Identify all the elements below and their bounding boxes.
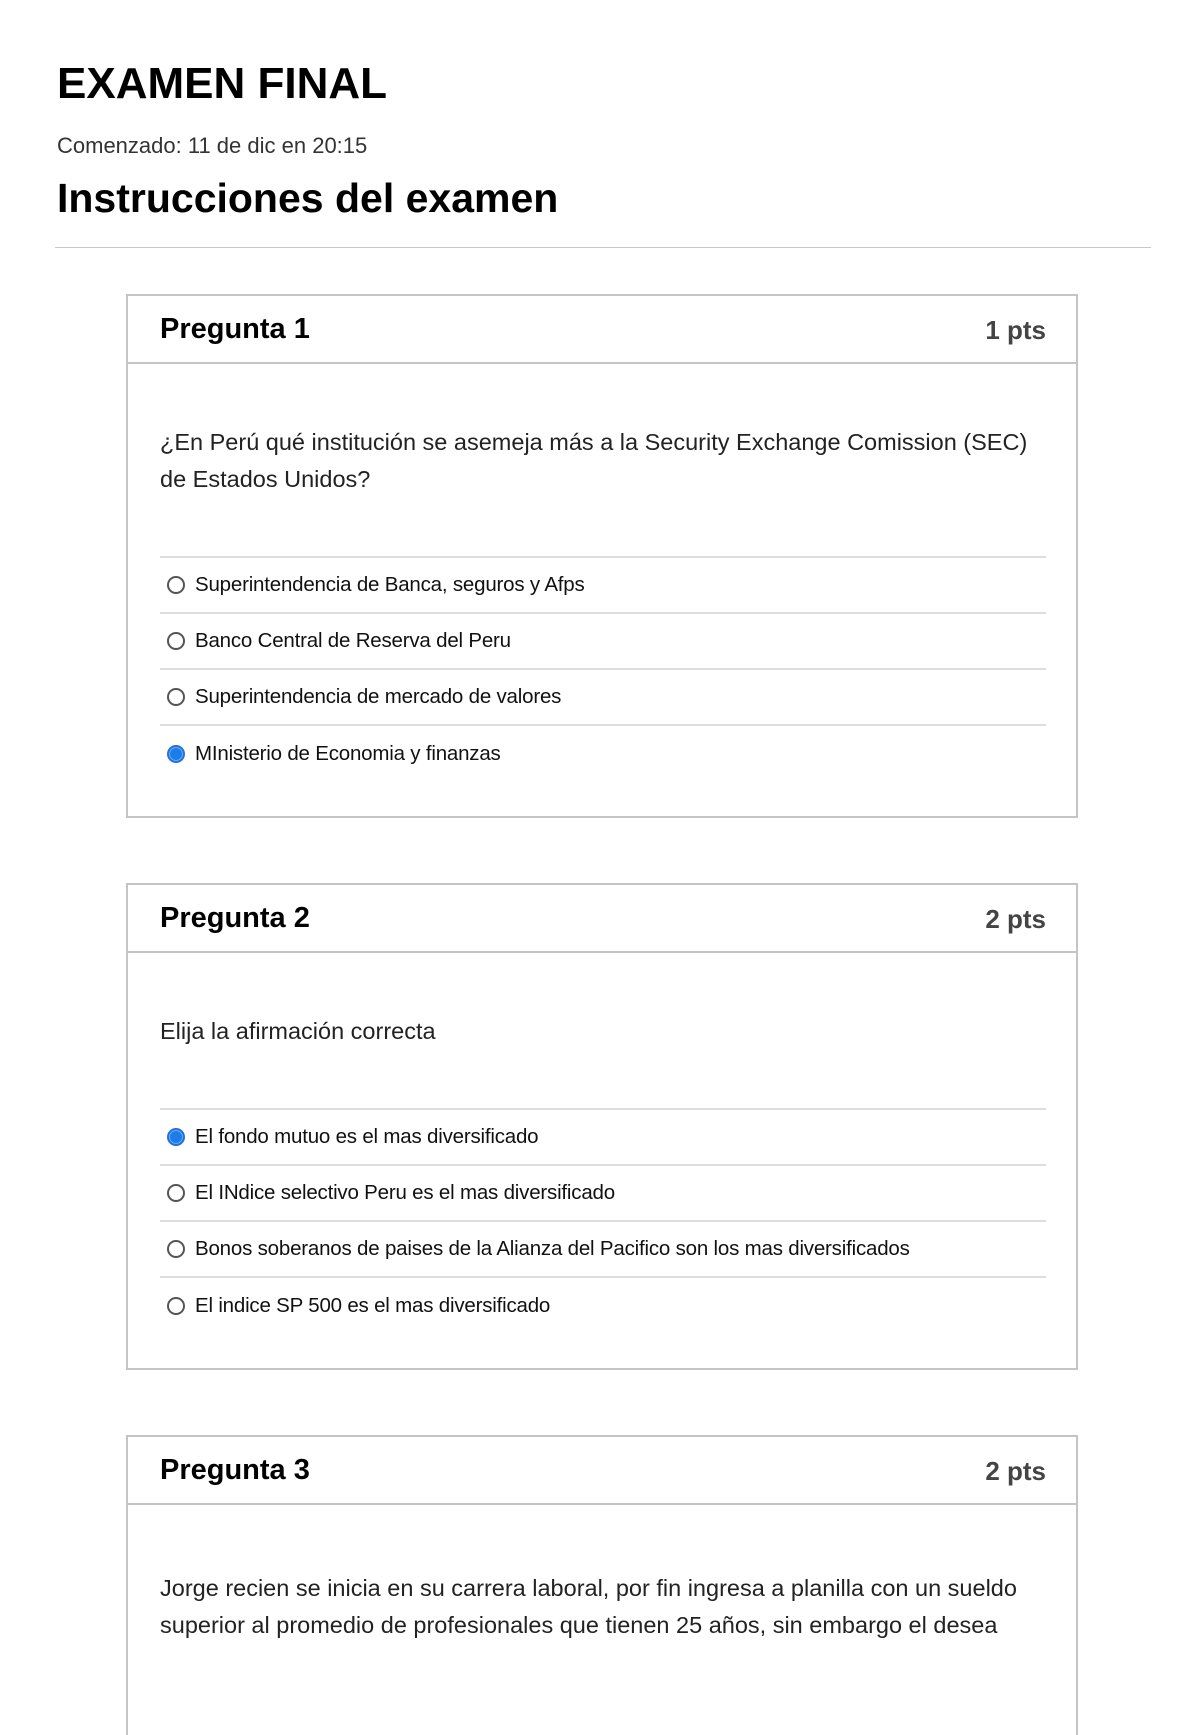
answer-option[interactable]: [160, 726, 1046, 782]
answer-label: Banco Central de Reserva del Peru: [195, 629, 511, 652]
radio-button-icon[interactable]: [167, 745, 185, 763]
answer-option[interactable]: [160, 558, 1046, 614]
question-header: [128, 296, 1076, 364]
question-card-3: [126, 1435, 1078, 1735]
question-text: Jorge recien se inicia en su carrera laboral, por fin ingresa a planilla con un sueldo superior al promedio de profesionales que tienen 25 años, sin embargo el desea: [160, 1575, 1017, 1638]
started-timestamp: Comenzado: 11 de dic en 20:15: [57, 133, 368, 158]
answer-label: Bonos soberanos de paises de la Alianza del Pacifico son los mas diversificados: [195, 1237, 910, 1260]
question-points: 2 pts: [985, 904, 1046, 934]
answer-label: El fondo mutuo es el mas diversificado: [195, 1125, 539, 1148]
question-points: 2 pts: [985, 1456, 1046, 1486]
exam-title: EXAMEN FINAL: [57, 59, 387, 108]
answer-list: [160, 556, 1046, 782]
question-header: [128, 885, 1076, 953]
question-points: 1 pts: [985, 315, 1046, 345]
question-text: Elija la afirmación correcta: [160, 1018, 436, 1044]
radio-button-icon[interactable]: [167, 1240, 185, 1258]
question-card-1: [126, 294, 1078, 818]
radio-button-icon[interactable]: [167, 1297, 185, 1315]
answer-option[interactable]: [160, 1110, 1046, 1166]
question-title: Pregunta 2: [160, 902, 310, 934]
answer-option[interactable]: [160, 614, 1046, 670]
answer-option[interactable]: [160, 670, 1046, 726]
radio-button-icon[interactable]: [167, 632, 185, 650]
answer-option[interactable]: [160, 1278, 1046, 1334]
instructions-title: Instrucciones del examen: [57, 175, 559, 221]
radio-button-icon[interactable]: [167, 688, 185, 706]
radio-button-icon[interactable]: [167, 1184, 185, 1202]
answer-label: MInisterio de Economia y finanzas: [195, 742, 501, 765]
answer-option[interactable]: [160, 1166, 1046, 1222]
question-card-2: [126, 883, 1078, 1370]
question-body: [128, 364, 1076, 782]
header-divider: [55, 247, 1151, 248]
answer-option[interactable]: [160, 1222, 1046, 1278]
answer-label: Superintendencia de Banca, seguros y Afps: [195, 573, 585, 596]
answer-label: El indice SP 500 es el mas diversificado: [195, 1294, 551, 1317]
question-body: [128, 1505, 1076, 1644]
answer-label: Superintendencia de mercado de valores: [195, 685, 562, 708]
question-header: [128, 1437, 1076, 1505]
question-body: [128, 953, 1076, 1334]
question-text: ¿En Perú qué institución se asemeja más a la Security Exchange Comission (SEC) de Estados Unidos?: [160, 429, 1028, 492]
radio-button-icon[interactable]: [167, 576, 185, 594]
question-title: Pregunta 3: [160, 1454, 310, 1486]
answer-list: [160, 1108, 1046, 1334]
question-title: Pregunta 1: [160, 313, 310, 345]
radio-button-icon[interactable]: [167, 1128, 185, 1146]
answer-label: El INdice selectivo Peru es el mas diversificado: [195, 1181, 615, 1204]
